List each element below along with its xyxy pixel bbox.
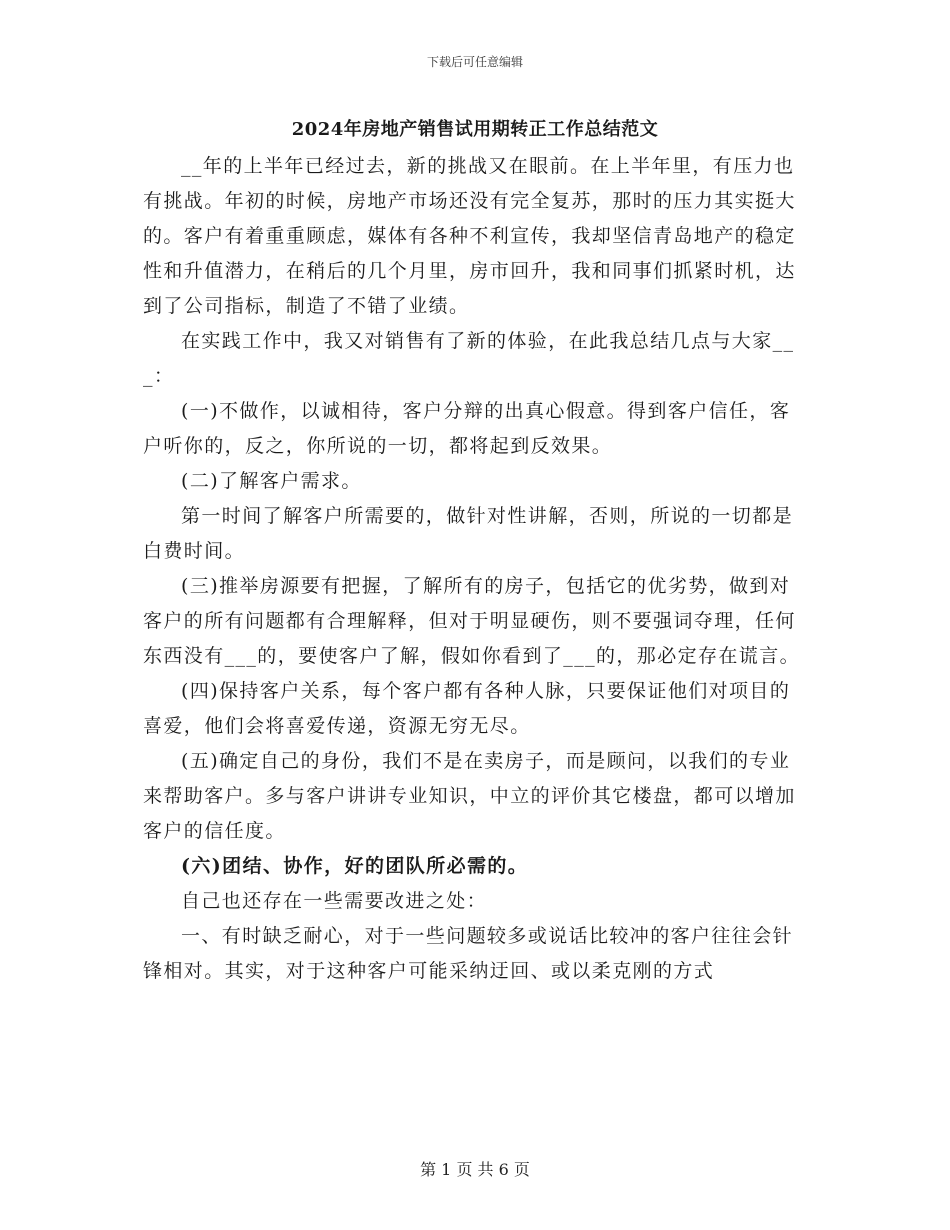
document-title: 2024年房地产销售试用期转正工作总结范文 bbox=[291, 119, 659, 140]
paragraph-improvement-1: 一、有时缺乏耐心，对于一些问题较多或说话比较冲的客户往往会针锋相对。其实，对于这种客户可能采纳迂回、或以柔克刚的方式 bbox=[143, 925, 794, 982]
header-note: 下载后可任意编辑 bbox=[426, 55, 523, 69]
paragraph-point-4: (四)保持客户关系，每个客户都有各种人脉，只要保证他们对项目的喜爱，他们会将喜爱传递，资源无穷无尽。 bbox=[143, 680, 791, 737]
paragraph-point-2-detail: 第一时间了解客户所需要的，做针对性讲解，否则，所说的一切都是白费时间。 bbox=[143, 505, 794, 562]
paragraph-point-3: (三)推举房源要有把握，了解所有的房子，包括它的优劣势，做到对客户的所有问题都有合理解释，但对于明显硬伤，则不要强词夺理，任何东西没有___的，要使客户了解，假如你看到了___的，那必定存在谎言。 bbox=[143, 575, 801, 667]
page-number: 第 1 页 共 6 页 bbox=[420, 1160, 530, 1179]
paragraph-intro: __年的上半年已经过去，新的挑战又在眼前。在上半年里，有压力也有挑战。年初的时候，房地产市场还没有完全复苏，那时的压力其实挺大的。客户有着重重顾虑，媒体有各种不利宣传，我却坚信青岛地产的稳定性和升值潜力，在稍后的几个月里，房市回升，我和同事们抓紧时机，达到了公司指标，制造了不错了业绩。 bbox=[143, 155, 796, 317]
paragraph-point-5: (五)确定自己的身份，我们不是在卖房子，而是顾问，以我们的专业来帮助客户。多与客户讲讲专业知识，中立的评价其它楼盘，都可以增加客户的信任度。 bbox=[143, 750, 796, 842]
paragraph-point-2: (二)了解客户需求。 bbox=[181, 470, 362, 492]
paragraph-practice: 在实践工作中，我又对销售有了新的体验，在此我总结几点与大家___： bbox=[143, 330, 795, 387]
paragraph-improvements-heading: 自己也还存在一些需要改进之处： bbox=[181, 890, 488, 912]
paragraph-point-6: (六)团结、协作，好的团队所必需的。 bbox=[181, 855, 529, 877]
document-body bbox=[143, 149, 808, 989]
paragraph-point-1: (一)不做作，以诚相待，客户分辩的出真心假意。得到客户信任，客户听你的，反之，你所说的一切，都将起到反效果。 bbox=[143, 400, 791, 457]
